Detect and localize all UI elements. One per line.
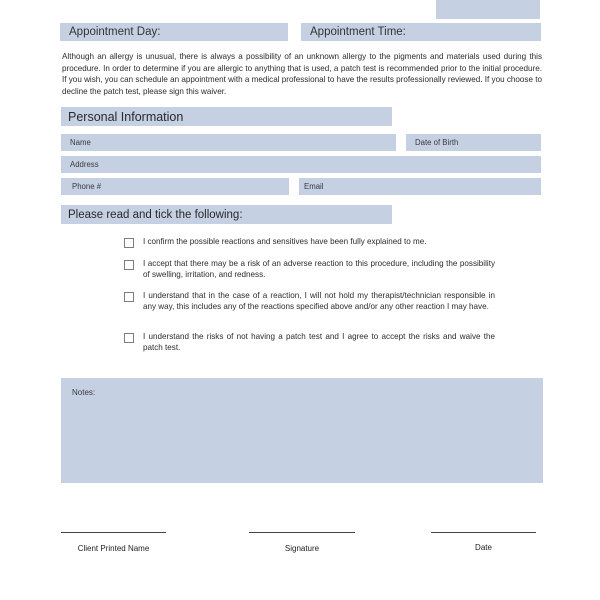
name-field[interactable]	[61, 134, 396, 151]
email-field[interactable]	[299, 178, 541, 195]
personal-info-title: Personal Information	[68, 109, 184, 124]
appointment-day-field[interactable]	[60, 23, 288, 41]
checklist-item-text: I accept that there may be a risk of an adverse reaction to this procedure, including the possibility of swelling, irritation, and redness.	[143, 259, 495, 279]
appointment-time-field[interactable]	[301, 23, 541, 41]
checklist-item	[124, 237, 495, 248]
date-of-birth-field[interactable]	[406, 134, 541, 151]
personal-info-heading	[61, 107, 392, 126]
checklist-item	[124, 259, 495, 281]
checkbox[interactable]	[124, 238, 134, 248]
phone-field[interactable]	[61, 178, 289, 195]
address-label: Address	[70, 160, 99, 169]
header-box	[436, 0, 540, 19]
checkbox[interactable]	[124, 260, 134, 270]
notes-label: Notes:	[72, 388, 96, 397]
checklist-item	[124, 291, 495, 313]
signature-line[interactable]	[249, 532, 355, 533]
address-field[interactable]	[61, 156, 541, 173]
tick-section-heading	[61, 205, 392, 224]
checkbox[interactable]	[124, 333, 134, 343]
client-name-label: Client Printed Name	[77, 544, 150, 553]
checklist-item-text: I confirm the possible reactions and sensitives have been fully explained to me.	[143, 237, 427, 246]
checkbox[interactable]	[124, 292, 134, 302]
client-name-line[interactable]	[61, 532, 166, 533]
signature-label: Signature	[284, 544, 320, 553]
phone-label: Phone #	[72, 182, 102, 191]
date-of-birth-label: Date of Birth	[415, 138, 459, 147]
name-label: Name	[70, 138, 91, 147]
notes-area[interactable]	[61, 378, 543, 483]
intro-paragraph: Although an allergy is unusual, there is always a possibility of an unknown allergy to the pigments and materials used during this procedure. In order to determine if you are allergic to anything that is used, a patch test is recommended prior to the initial procedure. If you wish, you can schedule an appointment with a medical professional to have the results professionally reviewed. If you choose to decline the patch test, please sign this waiver.	[62, 52, 542, 96]
checklist-item-text: I understand the risks of not having a patch test and I agree to accept the risks and waive the patch test.	[143, 332, 495, 352]
appointment-day-label: Appointment Day:	[69, 26, 161, 38]
email-label: Email	[304, 182, 324, 191]
tick-section-title: Please read and tick the following:	[68, 208, 243, 221]
checklist-item	[124, 332, 495, 354]
date-label: Date	[475, 543, 492, 552]
date-line[interactable]	[431, 532, 536, 533]
checklist-item-text: I understand that in the case of a reaction, I will not hold my therapist/technician responsible in any way, this includes any of the reactions specified above and/or any other reaction I may have.	[143, 291, 495, 311]
appointment-time-label: Appointment Time:	[310, 26, 406, 38]
